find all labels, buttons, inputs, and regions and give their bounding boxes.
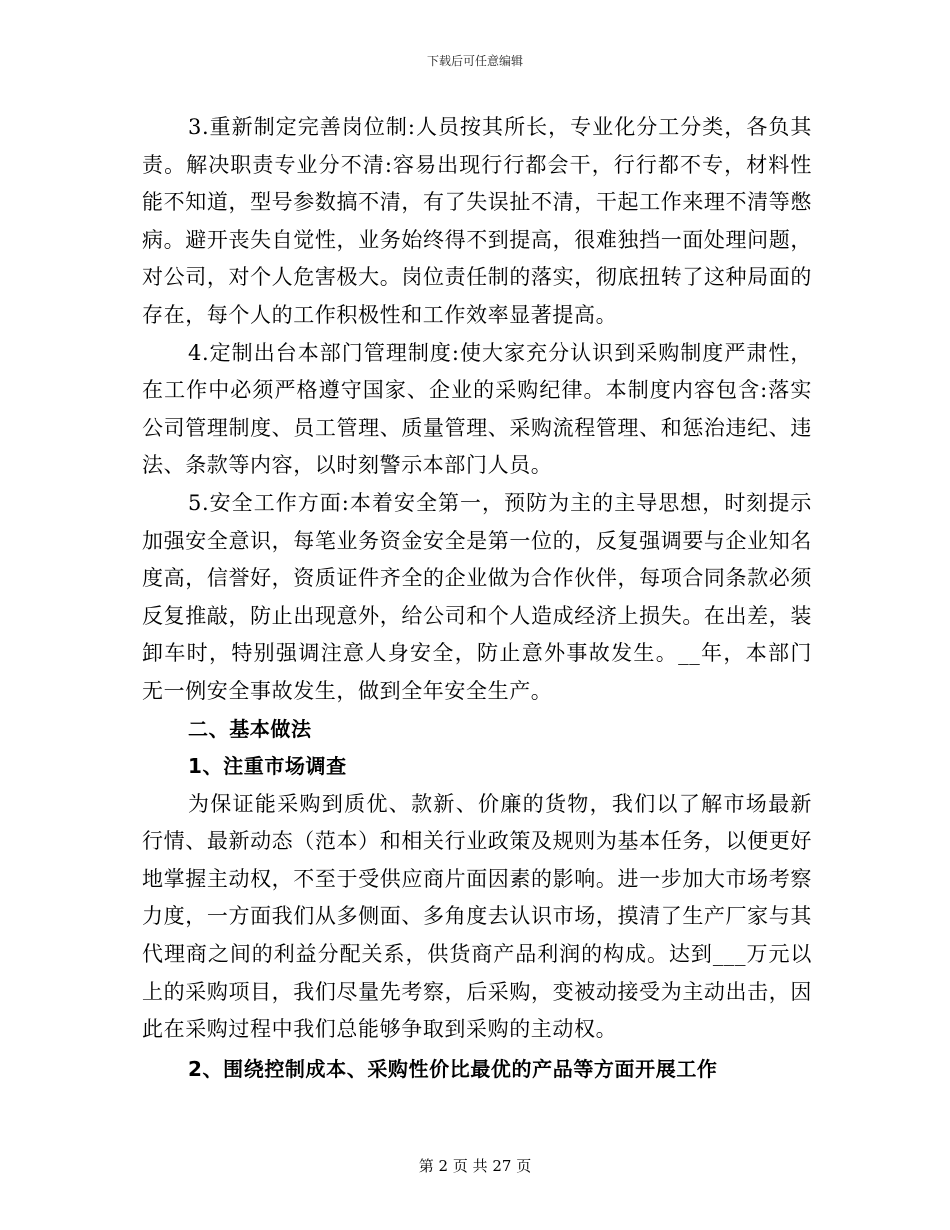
- paragraph-safety-work: 5.安全工作方面:本着安全第一，预防为主的主导思想，时刻提示加强安全意识，每笔业务资金安全是第一位的，反复强调要与企业知名度高，信誉好，资质证件齐全的企业做为合作伙伴，每项合同条款必须反复推敲，防止出现意外，给公司和个人造成经济上损失。在出差，装卸车时，特别强调注意人身安全，防止意外事故发生。__年，本部门无一例安全事故发生，做到全年安全生产。: [142, 490, 812, 703]
- subheading-market-research: 1、注重市场调查: [188, 754, 347, 779]
- paragraph-market-research: 为保证能采购到质优、款新、价廉的货物，我们以了解市场最新行情、最新动态（范本）和相关行业政策及规则为基本任务，以便更好地掌握主动权，不至于受供应商片面因素的影响。进一步加大市场考察力度，一方面我们从多侧面、多角度去认识市场，摸清了生产厂家与其代理商之间的利益分配关系，供货商产品利润的构成。达到___万元以上的采购项目，我们尽量先考察，后采购，变被动接受为主动出击，因此在采购过程中我们总能够争取到采购的主动权。: [142, 791, 812, 1042]
- paragraph-management-rules: 4.定制出台本部门管理制度:使大家充分认识到采购制度严肃性，在工作中必须严格遵守国家、企业的采购纪律。本制度内容包含:落实公司管理制度、员工管理、质量管理、采购流程管理、和惩治违纪、违法、条款等内容，以时刻警示本部门人员。: [142, 340, 812, 478]
- document-body: [142, 109, 812, 1089]
- paragraph-job-system: 3.重新制定完善岗位制:人员按其所长，专业化分工分类，各负其责。解决职责专业分不清:容易出现行行都会干，行行都不专，材料性能不知道，型号参数搞不清，有了失误扯不清，干起工作来理不清等憋病。避开丧失自觉性，业务始终得不到提高，很难独挡一面处理问题，对公司，对个人危害极大。岗位责任制的落实，彻底扭转了这种局面的存在，每个人的工作积极性和工作效率显著提高。: [142, 115, 812, 327]
- page-number: 第 2 页 共 27 页: [418, 1157, 532, 1175]
- subheading-cost-control: 2、围绕控制成本、采购性价比最优的产品等方面开展工作: [188, 1056, 718, 1081]
- section-heading-basic-practices: 二、基本做法: [188, 716, 312, 741]
- page-header-note: 下载后可任意编辑: [426, 54, 523, 68]
